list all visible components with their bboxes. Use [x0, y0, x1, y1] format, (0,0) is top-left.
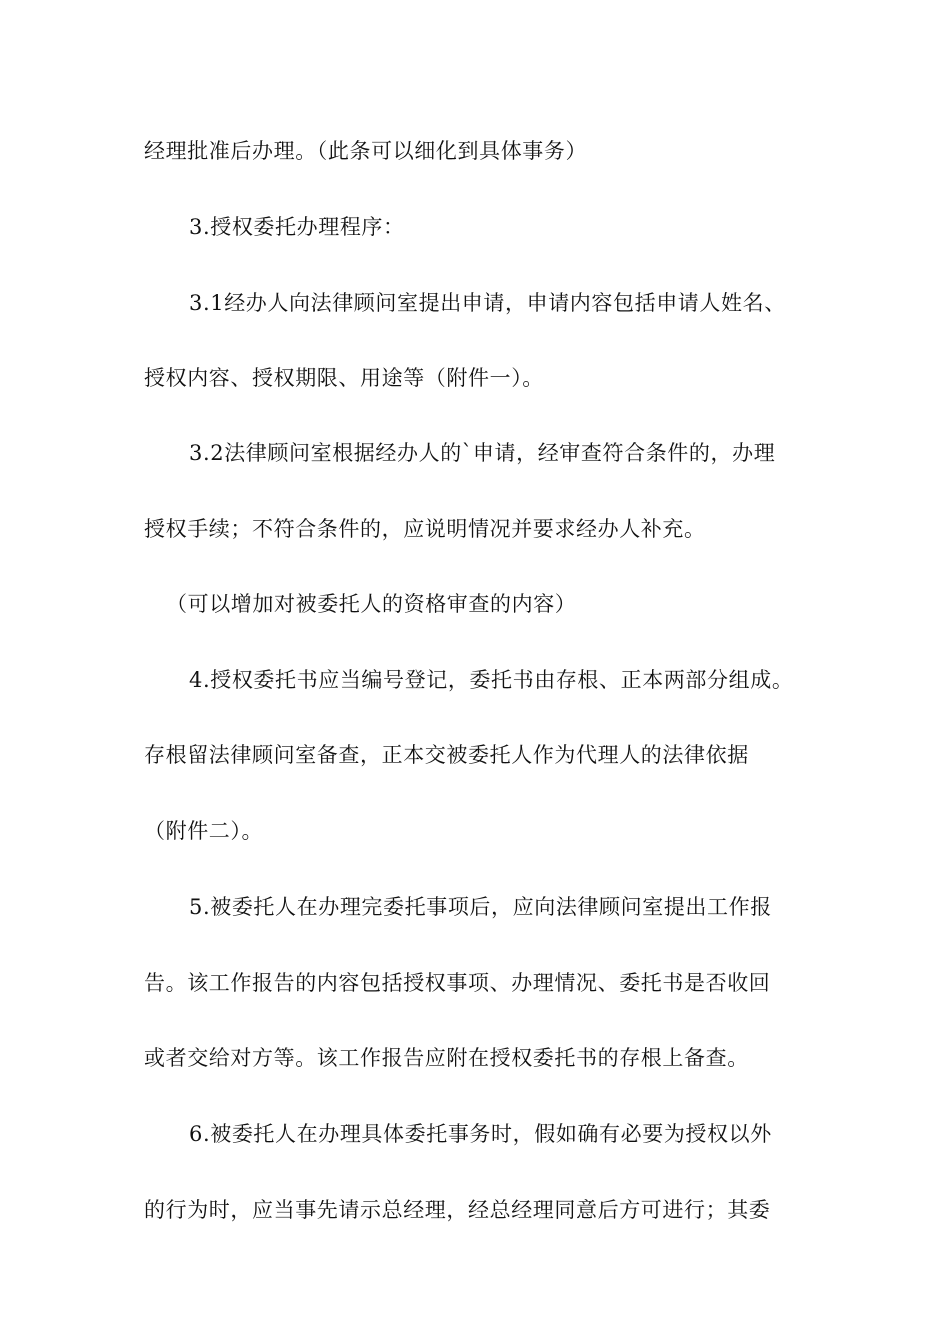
paragraph-line: 3.1经办人向法律顾问室提出申请，申请内容包括申请人姓名、 [189, 291, 786, 315]
paragraph-line: 或者交给对方等。该工作报告应附在授权委托书的存根上备查。 [144, 1046, 749, 1070]
section-heading: 3.授权委托办理程序： [189, 215, 405, 239]
paragraph-line: 授权内容、授权期限、用途等（附件一）。 [144, 366, 544, 390]
paragraph-line: （附件二）。 [144, 819, 264, 843]
paragraph-line: 告。该工作报告的内容包括授权事项、办理情况、委托书是否收回 [144, 971, 771, 995]
paragraph-line: 4.授权委托书应当编号登记，委托书由存根、正本两部分组成。 [189, 668, 794, 692]
paragraph-line: 3.2法律顾问室根据经办人的`申请，经审查符合条件的，办理 [189, 441, 776, 465]
paragraph-line: 存根留法律顾问室备查，正本交被委托人作为代理人的法律依据 [144, 743, 749, 767]
paragraph-line: 5.被委托人在办理完委托事项后，应向法律顾问室提出工作报 [189, 895, 772, 919]
note-line: （可以增加对被委托人的资格审查的内容） [166, 592, 577, 616]
paragraph-line: 经理批准后办理。（此条可以细化到具体事务） [144, 139, 588, 163]
paragraph-line: 6.被委托人在办理具体委托事务时，假如确有必要为授权以外 [189, 1122, 772, 1146]
paragraph-line: 授权手续；不符合条件的，应说明情况并要求经办人补充。 [144, 517, 706, 541]
paragraph-line: 的行为时，应当事先请示总经理，经总经理同意后方可进行；其委 [144, 1198, 771, 1222]
